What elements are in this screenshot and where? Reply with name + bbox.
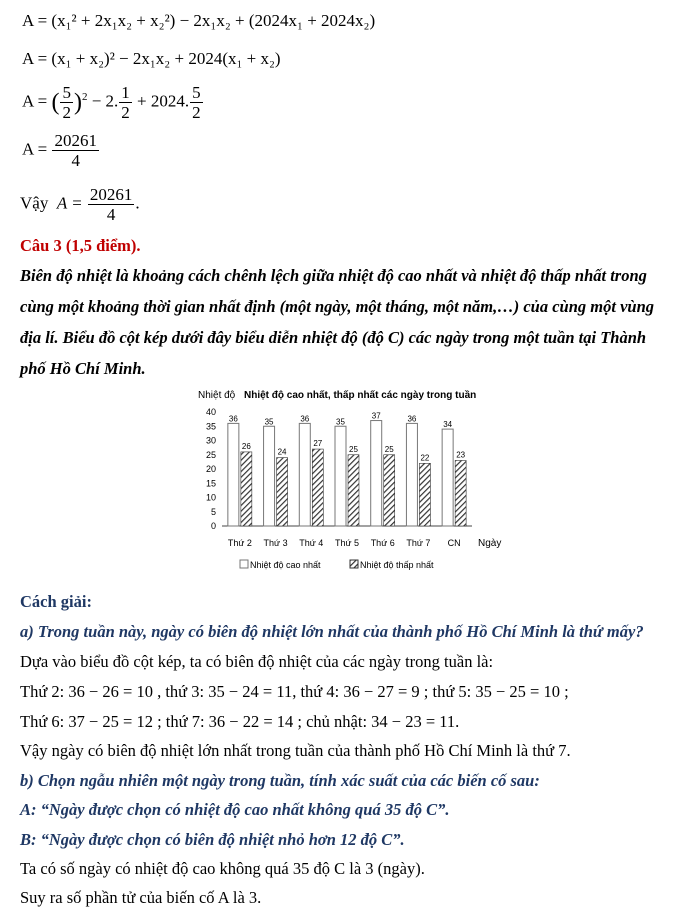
y-tick-label: 0 [210,521,216,531]
conclusion-line: Vậy A = $\frac{20261}{4}$ . [20,185,140,224]
bar-low [384,455,395,526]
x-tick-label: Thứ 3 [263,538,288,548]
data-label-low: 27 [313,439,323,449]
bar-high [406,423,417,526]
part-a-line-1: Dựa vào biểu đồ cột kép, ta có biên độ nhiệt của các ngày trong tuần là: [20,652,494,671]
data-label-high: 35 [264,417,274,427]
chart-title: Nhiệt độ cao nhất, thấp nhất các ngày trong tuần [244,390,477,401]
legend-label-high: Nhiệt độ cao nhất [250,560,321,570]
event-b: B: “Ngày được chọn có biên độ nhiệt nhỏ hơn 12 độ C”. [20,830,405,849]
x-tick-label: CN [447,538,461,548]
data-label-high: 35 [336,417,345,427]
bar-high [264,426,275,526]
solution-heading: Cách giải: [20,592,92,611]
x-tick-label: Thứ 6 [370,538,395,548]
bar-low [419,463,430,526]
data-label-low: 23 [456,450,466,460]
question-line-2: cùng một khoảng thời gian nhất định (một ngày, một tháng, một năm,…) của cùng một vùng [20,297,655,316]
y-axis-label: Nhiệt độ [198,390,236,401]
question-line-3: địa lí. Biểu đồ cột kép dưới đây biểu diễn nhiệt độ (độ C) các ngày trong một tuần tại Thành [20,328,647,347]
equation-line-2: A = (x₁ + x₂)² − 2x₁x₂ + 2024(x₁ + x₂) [22,49,281,68]
x-tick-label: Thứ 4 [299,538,324,548]
part-a-line-3: Thứ 6: 37 − 25 = 12 ; thứ 7: 36 − 22 = 14 ; chủ nhật: 34 − 23 = 11. [20,712,460,731]
y-tick-label: 5 [210,506,216,517]
legend-swatch-low [350,560,358,568]
legend-label-low: Nhiệt độ thấp nhất [360,560,434,570]
question-heading: Câu 3 (1,5 điểm). [20,236,141,255]
bar-high [335,426,346,526]
bar-high [299,423,310,526]
data-label-low: 25 [349,444,358,454]
y-tick-label: 35 [205,421,216,432]
part-b-line-1: Ta có số ngày có nhiệt độ cao không quá 35 độ C là 3 (ngày). [20,859,425,878]
data-label-high: 34 [443,420,453,430]
data-label-low: 22 [420,453,430,463]
data-label-low: 25 [384,444,394,454]
legend-swatch-high [240,560,248,568]
event-a: A: “Ngày được chọn có nhiệt độ cao nhất không quá 35 độ C”. [20,800,450,819]
bar-low [241,452,252,526]
temperature-bar-chart [192,384,512,579]
y-tick-label: 40 [205,407,216,417]
y-tick-label: 15 [205,478,216,489]
data-label-low: 26 [241,441,251,451]
part-a-question: a) Trong tuần này, ngày có biên độ nhiệt lớn nhất của thành phố Hồ Chí Minh là thứ mấy? [20,622,644,641]
data-label-high: 37 [371,411,381,421]
bar-high [228,423,239,526]
bar-high [371,421,382,526]
equation-line-3: A = ( $\frac{5}{2}$ )$^2$ − 2. $\frac{1}{2}$ + 2024. $\frac{5}{2}$ [22,83,201,122]
y-tick-label: 30 [205,435,216,446]
x-tick-label: Thứ 2 [227,538,252,548]
question-line-4: phố Hồ Chí Minh. [20,359,146,378]
data-label-high: 36 [228,414,238,424]
equation-line-4: A = $\frac{20261}{4}$ [22,131,97,170]
bar-low [277,458,288,526]
part-b-question: b) Chọn ngẫu nhiên một ngày trong tuần, tính xác suất của các biến cố sau: [20,771,540,790]
equation-line-1: A = (x₁² + 2x₁x₂ + x₂²) − 2x₁x₂ + (2024x₁ + 2024x₂) [22,11,376,30]
part-b-line-2: Suy ra số phần tử của biến cố A là 3. [20,888,262,907]
x-tick-label: Thứ 5 [334,538,360,548]
question-line-1: Biên độ nhiệt là khoảng cách chênh lệch giữa nhiệt độ cao nhất và nhiệt độ thấp nhất trong [20,266,647,285]
data-label-high: 36 [407,414,417,424]
part-a-line-4: Vậy ngày có biên độ nhiệt lớn nhất trong tuần của thành phố Hồ Chí Minh là thứ 7. [20,741,571,760]
data-label-high: 36 [300,414,310,424]
x-tick-label: Thứ 7 [406,538,431,548]
bar-low [348,455,359,526]
data-label-low: 24 [277,447,287,457]
part-a-line-2: Thứ 2: 36 − 26 = 10 , thứ 3: 35 − 24 = 11, thứ 4: 36 − 27 = 9 ; thứ 5: 35 − 25 = 10 ; [20,682,569,701]
bar-low [455,460,466,526]
y-tick-label: 25 [205,449,216,460]
bar-high [442,429,453,526]
y-tick-label: 20 [205,464,216,474]
y-tick-label: 10 [205,492,216,503]
bar-low [312,449,323,526]
x-axis-label: Ngày [478,538,502,549]
